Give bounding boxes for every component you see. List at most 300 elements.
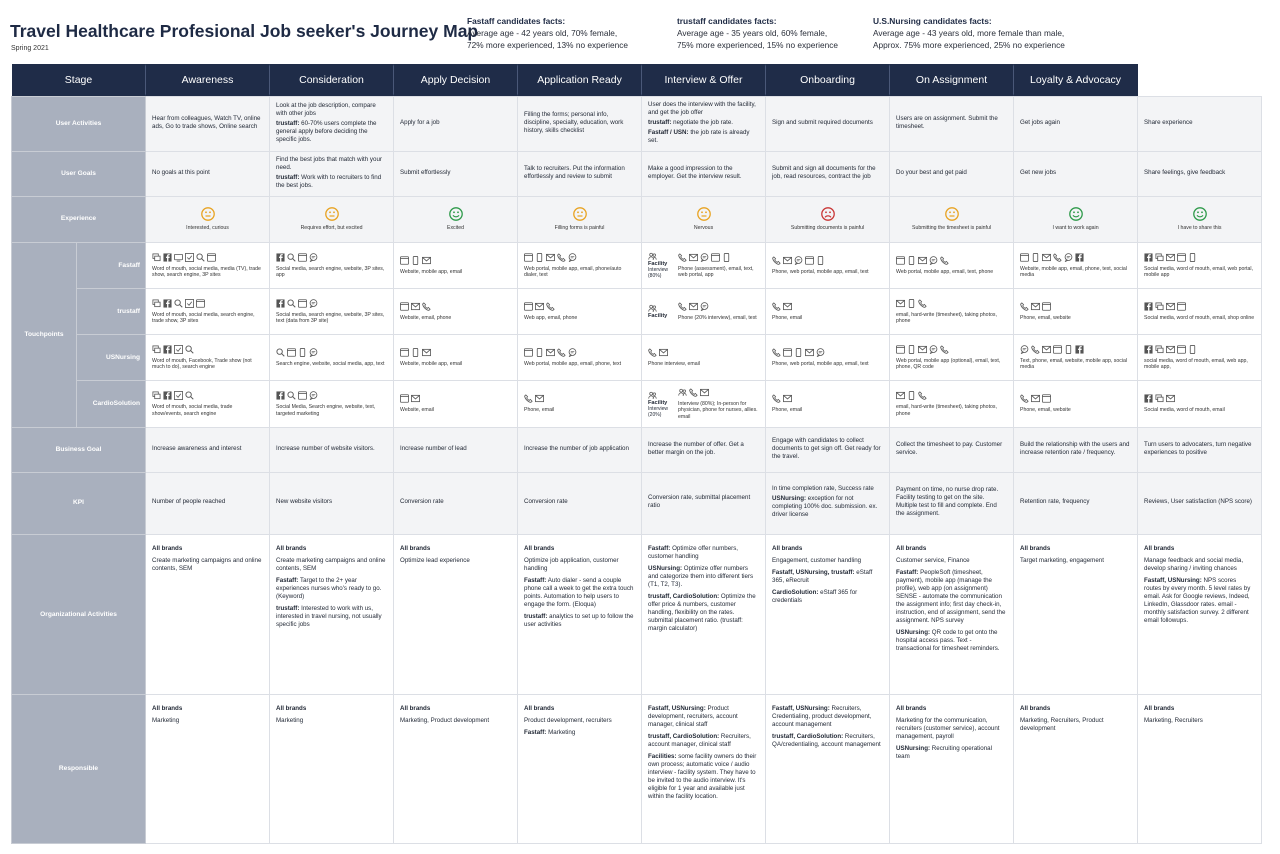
browser-icon — [298, 391, 307, 400]
touchpoint-text: Phone, email, website — [1020, 315, 1071, 321]
stage-awareness — [146, 64, 270, 96]
row-label: Touchpoints — [12, 243, 77, 428]
cell-text: Recruiting operational team — [896, 745, 992, 761]
bubble-icon — [309, 299, 318, 308]
stage-apply-decision — [394, 64, 518, 96]
cell-paragraph — [276, 577, 387, 601]
stage-arrow — [517, 64, 518, 96]
browser-icon — [711, 253, 720, 262]
cell-text: some facility owners do their own process; automatic voice / audio interview - facility system. They have to be invited to the audio interview. It's eligible for 1 year and available just within the facility location. — [648, 753, 757, 801]
cell-paragraph: Increase number of website visitors. — [276, 444, 375, 452]
mobile-icon — [907, 391, 916, 400]
facility-note: Facility Interview (20%) — [648, 391, 674, 418]
row-experience — [12, 196, 1262, 242]
bubble-icon — [309, 391, 318, 400]
cell — [1014, 695, 1138, 844]
cell-paragraph — [896, 705, 1007, 713]
cell-heading: Fastaff: — [524, 729, 547, 737]
cell-paragraph — [648, 733, 759, 749]
phone-icon — [772, 256, 781, 265]
cell-paragraph — [1020, 705, 1131, 713]
stage-column-header — [12, 64, 146, 96]
cell-paragraph: Sign and submit required documents — [772, 118, 873, 126]
cell-paragraph — [400, 705, 511, 713]
cell-paragraph: Increase number of lead — [400, 444, 467, 452]
facebook-icon — [1075, 345, 1084, 354]
fastaff-facts: Fastaff candidates facts: Average age - 42 years old, 70% female, 72% more experienced, 13% no experience — [467, 16, 628, 50]
facility-note: Facility Interview (80%) — [648, 252, 674, 279]
stage-arrow — [145, 64, 146, 96]
experience-text: Interested, curious — [186, 224, 229, 231]
page-title: Travel Healthcare Profesional Job seeker's Journey Map — [10, 21, 479, 41]
mail-icon — [1166, 253, 1175, 262]
check-icon — [185, 253, 194, 262]
browser-icon — [524, 348, 533, 357]
mobile-icon — [722, 253, 731, 262]
experience-cell — [394, 196, 518, 242]
facebook-icon — [1075, 253, 1084, 262]
experience-cell — [518, 196, 642, 242]
mail-icon — [535, 394, 544, 403]
experience-text: I want to work again — [1052, 224, 1099, 231]
touchpoint-cell — [146, 289, 270, 335]
cell-heading: trustaff, CardioSolution: — [648, 592, 720, 600]
neutral-face-icon — [945, 207, 959, 221]
stage-arrow — [1013, 64, 1014, 96]
search-icon — [185, 391, 194, 400]
touchpoint-text: Word of mouth, social media, search engine, trade show, 3P sites — [152, 311, 255, 325]
neutral-face-icon — [201, 207, 215, 221]
cell-paragraph: Marketing, Recruiters — [1144, 717, 1203, 725]
cell-heading: All brands — [152, 705, 183, 713]
touchpoint-cell — [394, 335, 518, 381]
check-icon — [174, 345, 183, 354]
cell — [394, 534, 518, 695]
facebook-icon — [163, 391, 172, 400]
mail-icon — [535, 302, 544, 311]
phone-icon — [678, 302, 687, 311]
phone-icon — [918, 299, 927, 308]
touchpoint-cell — [270, 289, 394, 335]
cell-paragraph — [524, 577, 635, 609]
cell-text: Product development, recruiters, account manager, clinical staff — [648, 705, 738, 729]
cell-heading: Fastaff, USNursing: — [1144, 576, 1202, 584]
cell — [518, 96, 642, 151]
cell-heading: All brands — [400, 544, 431, 552]
touchpoint-text: Website, email — [400, 407, 434, 414]
facebook-icon — [276, 253, 285, 262]
mobile-icon — [411, 348, 420, 357]
mobile-icon — [794, 348, 803, 357]
row-label: Business Goal — [12, 427, 146, 472]
bubble-icon — [1020, 345, 1029, 354]
cell-text: Interested to work with us, interested in travel nursing, not usually specific jobs — [276, 604, 382, 628]
cell-paragraph: Get new jobs — [1020, 168, 1057, 176]
cell-paragraph — [152, 705, 263, 713]
cell-text: Optimize offer numbers, customer handling — [648, 544, 739, 560]
cell-paragraph — [276, 120, 387, 144]
mail-icon — [783, 394, 792, 403]
cell-text: Recruiters, account manager, clinical staff — [648, 733, 751, 749]
mobile-icon — [298, 348, 307, 357]
cell — [394, 151, 518, 196]
touchpoint-text: Text, phone, email, website, mobile app, social media — [1020, 357, 1127, 371]
mobile-icon — [1031, 253, 1040, 262]
cell — [890, 96, 1014, 151]
cell-paragraph: Create marketing campaigns and online contents, SEM — [152, 556, 262, 572]
browser-icon — [298, 299, 307, 308]
cell-paragraph — [524, 545, 635, 553]
cell-paragraph — [1144, 577, 1255, 625]
phone-icon — [1020, 302, 1029, 311]
cell — [394, 96, 518, 151]
cell-paragraph: Collect the timesheet to pay. Customer service. — [896, 440, 1003, 456]
cell-paragraph: Customer service, Finance — [896, 556, 970, 564]
facebook-icon — [163, 253, 172, 262]
mail-icon — [783, 256, 792, 265]
touchpoint-icons — [896, 391, 1007, 402]
touchpoint-text: social media, word of mouth, email, web app, mobile app, — [1144, 357, 1248, 371]
bubble-icon — [568, 253, 577, 262]
touchpoint-text: Phone, email, website — [1020, 407, 1071, 414]
mail-icon — [1166, 394, 1175, 403]
neutral-face-icon — [325, 207, 339, 221]
people-icon — [648, 391, 657, 400]
cell-heading: trustaff: — [276, 119, 300, 127]
touchpoint-cell — [270, 335, 394, 381]
cell-paragraph: Engage with candidates to collect documents to get sign off. Get ready for the travel. — [772, 436, 881, 460]
cell-text: Recruiters, Credentialing, product development, account management — [772, 705, 872, 729]
browser-icon — [783, 348, 792, 357]
mail-icon — [896, 299, 905, 308]
touchpoint-cell — [1138, 335, 1262, 381]
cell — [1138, 96, 1262, 151]
touchpoint-cell — [766, 335, 890, 381]
touchpoint-cell — [766, 243, 890, 289]
touchpoint-cell — [518, 381, 642, 427]
touchpoint-icons — [276, 253, 387, 264]
search-icon — [276, 348, 285, 357]
stage-arrow — [641, 64, 642, 96]
cell-heading: All brands — [1020, 544, 1051, 552]
cell-heading: All brands — [152, 544, 183, 552]
row-user-activities — [12, 96, 1262, 151]
touchpoint-icons — [152, 253, 263, 264]
chat-icon — [1155, 302, 1164, 311]
cell-heading: All brands — [1144, 705, 1175, 713]
facebook-icon — [276, 391, 285, 400]
touchpoint-icons — [678, 388, 759, 399]
touchpoint-cell — [270, 243, 394, 289]
touchpoint-cell — [642, 243, 766, 289]
cell — [766, 695, 890, 844]
mail-icon — [700, 388, 709, 397]
mail-icon — [918, 256, 927, 265]
cell — [518, 151, 642, 196]
cell-paragraph: Share experience — [1144, 118, 1193, 126]
touchpoint-text: Word of mouth, social media, trade show/events, search engine — [152, 404, 233, 417]
row-responsible — [12, 695, 1262, 844]
touchpoint-cell — [518, 289, 642, 335]
mail-icon — [411, 394, 420, 403]
touchpoint-icons — [1020, 302, 1131, 313]
facebook-icon — [163, 345, 172, 354]
cell — [270, 151, 394, 196]
cell-paragraph: Conversion rate — [400, 498, 444, 506]
stage-label: Awareness — [181, 73, 234, 86]
journey-map-grid — [11, 64, 1262, 844]
touchpoint-icons — [1144, 394, 1255, 405]
touchpoint-text: Website, mobile app, email, phone, text, social media — [1020, 265, 1127, 279]
chat-icon — [152, 345, 161, 354]
cell — [890, 427, 1014, 472]
cell-heading: USNursing: — [648, 564, 683, 572]
cell — [1138, 695, 1262, 844]
phone-icon — [1020, 394, 1029, 403]
experience-cell — [1138, 196, 1262, 242]
mail-icon — [1042, 253, 1051, 262]
cell — [146, 695, 270, 844]
row-touchpoints-cardiosolution — [12, 381, 1262, 427]
cell-text: eStaff 365, eRecruit — [772, 568, 873, 584]
cell-paragraph: Build the relationship with the users and increase retention rate / frequency. — [1020, 440, 1130, 456]
touchpoint-icons — [772, 348, 883, 359]
mail-icon — [805, 348, 814, 357]
cell-paragraph: Hear from colleagues, Watch TV, online ads, Go to trade shows, Online search — [152, 114, 261, 130]
people-icon — [648, 252, 657, 261]
touchpoint-text: Phone, web portal, mobile app, email, text — [772, 268, 869, 275]
mail-icon — [422, 256, 431, 265]
touchpoint-cell — [146, 381, 270, 427]
cell-paragraph: User does the interview with the facility, and get the job offer — [648, 100, 756, 116]
touchpoint-text: Phone, email — [524, 407, 555, 414]
cell-paragraph — [772, 589, 883, 605]
touchpoint-cell — [890, 243, 1014, 289]
phone-icon — [940, 256, 949, 265]
cell-paragraph: Reviews, User satisfaction (NPS score) — [1144, 498, 1252, 506]
sad-face-icon — [821, 207, 835, 221]
experience-text: Excited — [447, 224, 465, 231]
cell — [1014, 427, 1138, 472]
cell-heading: USNursing: — [896, 628, 931, 636]
experience-text: I have to share this — [1177, 224, 1222, 231]
row-org — [12, 534, 1262, 695]
mail-icon — [1166, 302, 1175, 311]
stage-label: On Assignment — [915, 73, 988, 86]
mail-icon — [546, 348, 555, 357]
cell-paragraph — [524, 705, 635, 713]
chat-icon — [1155, 345, 1164, 354]
cell-paragraph: Apply for a job — [400, 118, 440, 126]
cell-paragraph — [896, 569, 1007, 625]
cell — [642, 151, 766, 196]
touchpoint-icons — [400, 256, 511, 267]
row-label: KPI — [12, 472, 146, 534]
facility-detail — [678, 253, 759, 279]
chat-icon — [152, 253, 161, 262]
experience-text: Submitting documents is painful — [790, 224, 865, 231]
cell-paragraph — [772, 545, 883, 553]
facebook-icon — [163, 299, 172, 308]
facility-detail — [678, 302, 757, 322]
mobile-icon — [1188, 345, 1197, 354]
mail-icon — [1031, 394, 1040, 403]
facility-split — [648, 252, 759, 279]
mobile-icon — [535, 348, 544, 357]
cell-paragraph: Increase the number of offer. Get a better margin on the job. — [648, 440, 744, 456]
page-subtitle: Spring 2021 — [11, 45, 49, 52]
cell — [1138, 472, 1262, 534]
tv-icon — [174, 253, 183, 262]
phone-icon — [689, 388, 698, 397]
cell-text: Optimize the offer price & numbers, customer handling, flexibility on the rates. submittal placement ratio. (trustaff: margin calculator) — [648, 592, 756, 632]
cell-heading: Facilities: — [648, 753, 677, 761]
cell-paragraph — [772, 569, 883, 585]
facebook-icon — [1144, 345, 1153, 354]
stage-label: Stage — [64, 73, 93, 86]
cell-paragraph: Marketing — [152, 717, 180, 725]
mobile-icon — [816, 256, 825, 265]
touchpoint-icons — [1020, 394, 1131, 405]
cell — [1014, 534, 1138, 695]
brand-label: Fastaff — [77, 243, 146, 289]
cell-text: NPS scores routes by every month. 5 level rates by email. Ask for Google reviews, Indeed, LinkedIn, Glassdoor rates. email - monthly satisfaction survey. 2 different email followups. — [1144, 576, 1251, 624]
touchpoint-icons — [678, 253, 759, 264]
row-kpi — [12, 472, 1262, 534]
cell-paragraph: Look at the job description, compare with other jobs — [276, 101, 376, 117]
touchpoint-icons — [400, 348, 511, 359]
touchpoint-icons — [524, 348, 635, 359]
phone-icon — [678, 253, 687, 262]
touchpoint-icons — [1144, 302, 1255, 313]
cell-paragraph: Engagement, customer handling — [772, 556, 862, 564]
row-label: Experience — [12, 196, 146, 242]
touchpoint-text: Web portal, mobile app, email, phone, text — [524, 361, 622, 368]
bubble-icon — [929, 256, 938, 265]
cell — [890, 151, 1014, 196]
touchpoint-cell — [394, 243, 518, 289]
phone-icon — [918, 391, 927, 400]
cell-text: exception for not completing 100% doc. submission. ex. driver license — [772, 495, 878, 519]
facebook-icon — [1144, 253, 1153, 262]
browser-icon — [1177, 253, 1186, 262]
cell-text: the job rate is already set. — [648, 128, 750, 144]
cell-text: Auto dialer - send a couple phone call a week to get the extra touch points. Automation to help users to engage the form. (Eloqua) — [524, 576, 634, 608]
browser-icon — [1177, 345, 1186, 354]
browser-icon — [298, 253, 307, 262]
touchpoint-text: email, hard-write (timesheet), taking photos, phone — [896, 311, 997, 325]
trustaff-facts: trustaff candidates facts: Average age - 35 years old, 60% female, 75% more experienced, 15% no experience — [677, 16, 838, 50]
touchpoint-text: Interview (80%); In-person for physician, phone for nurses, allies. email — [678, 400, 758, 420]
chat-icon — [152, 299, 161, 308]
touchpoint-text: Website, mobile app, email — [400, 268, 463, 275]
touchpoint-text: email, hard-write (timesheet), taking photos, phone — [896, 404, 997, 417]
touchpoint-icons — [276, 391, 387, 402]
cell-paragraph: Manage feedback and social media, develop sharing / inviting chances — [1144, 556, 1244, 572]
cell-paragraph — [276, 174, 387, 190]
stage-label: Interview & Offer — [664, 73, 743, 86]
cell — [1014, 151, 1138, 196]
touchpoint-icons — [276, 299, 387, 310]
cell-paragraph: Number of people reached — [152, 498, 226, 506]
cell-paragraph — [276, 545, 387, 553]
cell-paragraph — [524, 729, 635, 737]
experience-cell — [1014, 196, 1138, 242]
cell-heading: Fastaff: — [524, 576, 547, 584]
browser-icon — [196, 299, 205, 308]
touchpoint-icons — [524, 394, 635, 405]
touchpoint-text: Phone (20% interview), email, text — [678, 315, 757, 321]
browser-icon — [524, 302, 533, 311]
phone-icon — [772, 302, 781, 311]
cell-paragraph: Submit effortlessly — [400, 168, 451, 176]
cell-paragraph: Share feelings, give feedback — [1144, 168, 1226, 176]
cell-paragraph: Marketing for the communication, recruiters (customer service), account management, payroll — [896, 717, 1000, 741]
cell — [270, 472, 394, 534]
cell-heading: trustaff: — [276, 604, 300, 612]
touchpoint-text: Search engine, website, social media, app, text — [276, 361, 385, 368]
browser-icon — [896, 256, 905, 265]
touchpoint-icons — [152, 345, 263, 356]
browser-icon — [805, 256, 814, 265]
cell — [766, 534, 890, 695]
cell — [642, 695, 766, 844]
cell-paragraph — [896, 545, 1007, 553]
browser-icon — [400, 348, 409, 357]
stage-label: Application Ready — [537, 73, 622, 86]
mobile-icon — [907, 299, 916, 308]
touchpoint-cell — [890, 289, 1014, 335]
cell-paragraph — [152, 545, 263, 553]
experience-cell — [642, 196, 766, 242]
touchpoint-text: Word of mouth, social media, media (TV), trade show, search engine, 3P sites — [152, 265, 261, 279]
cell-heading: trustaff, CardioSolution: — [648, 733, 720, 741]
row-user-goals — [12, 151, 1262, 196]
cell-paragraph: No goals at this point — [152, 168, 210, 176]
cell-text: analytics to set up to follow the user activities — [524, 612, 634, 628]
touchpoint-cell — [1138, 243, 1262, 289]
mail-icon — [422, 348, 431, 357]
cell-paragraph — [276, 605, 387, 629]
touchpoint-text: Social media, search engine, website, 3P sites, app — [276, 265, 385, 279]
touchpoint-cell — [1014, 335, 1138, 381]
cell-heading: Fastaff: — [896, 568, 919, 576]
cell-paragraph: Turn users to advocaters, turn negative experiences to positive — [1144, 440, 1252, 456]
facility-split — [648, 302, 759, 322]
cell-heading: All brands — [524, 544, 555, 552]
touchpoint-icons — [152, 299, 263, 310]
cell-text: Marketing — [548, 729, 576, 737]
mail-icon — [1031, 302, 1040, 311]
phone-icon — [1053, 253, 1062, 262]
mail-icon — [783, 302, 792, 311]
facility-note: Facility — [648, 304, 674, 319]
people-icon — [678, 388, 687, 397]
stage-arrow — [393, 64, 394, 96]
experience-cell — [890, 196, 1014, 242]
cell-paragraph: Product development, recruiters — [524, 717, 612, 725]
cell-text: QR code to get onto the hospital access pass. Text - transactional for timesheet reminders. — [896, 628, 1000, 652]
search-icon — [287, 299, 296, 308]
touchpoint-cell — [270, 381, 394, 427]
touchpoint-cell — [642, 335, 766, 381]
stage-application-ready — [518, 64, 642, 96]
cell-heading: Fastaff: — [648, 544, 671, 552]
touchpoint-icons — [1144, 253, 1255, 264]
row-touchpoints-usnursing — [12, 335, 1262, 381]
touchpoint-text: Social Media, Search engine, website, text, targeted marketing — [276, 404, 376, 417]
cell — [270, 534, 394, 695]
